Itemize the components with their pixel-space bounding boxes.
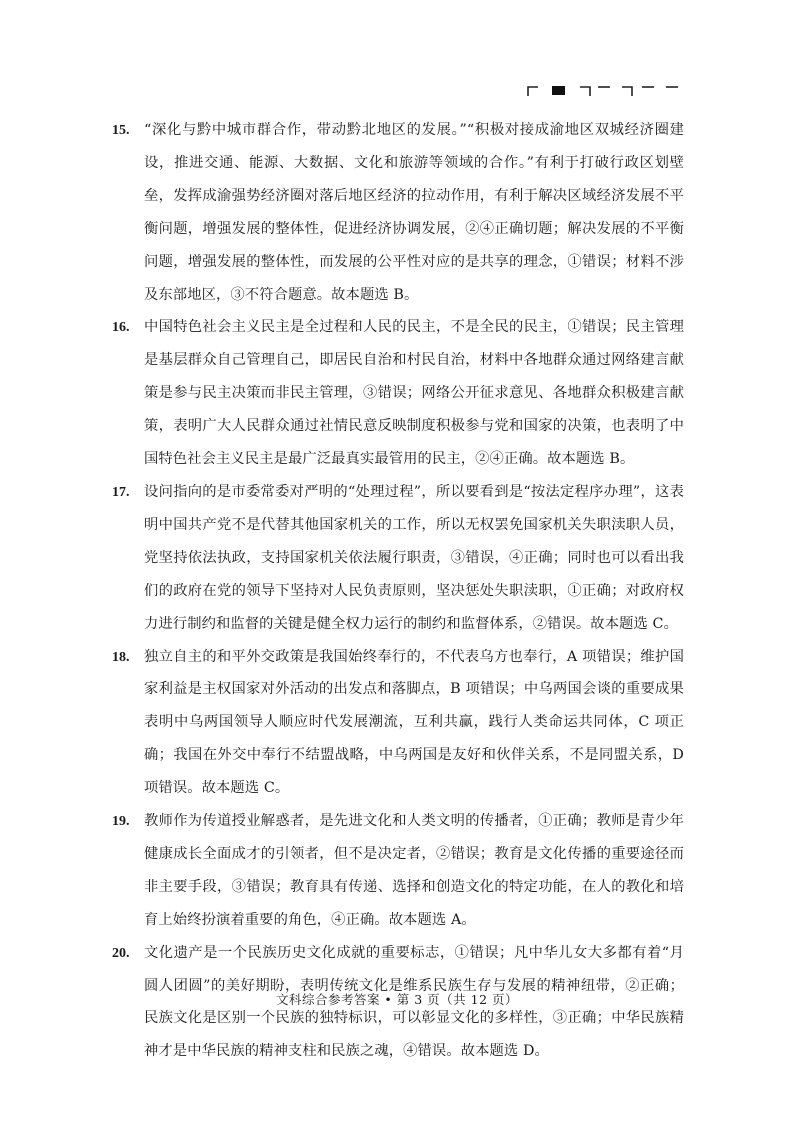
answer-explanation: 独立自主的和平外交政策是我国始终奉行的，不代表乌方也奉行，A 项错误；维护国家利益是主权国家对外活动的出发点和落脚点，B 项错误；中乌两国会谈的重要成果表明中乌两国领导人顺应时代发展潮流，互利共赢，践行人类命运共同体，C 项正确；我国在外交中奉行不结盟战略，中乌两国是友好和伙伴关系，不是同盟关系，D 项错误。故本题选 C。	[144, 648, 684, 797]
answer-explanation: 教师作为传道授业解惑者，是先进文化和人类文明的传播者，①正确；教师是青少年健康成长全面成才的引领者，但不是决定者，②错误；教育是文化传播的重要途径而非主要手段，③错误；教育具有传递、选择和创造文化的特定功能，在人的教化和培育上始终扮演着重要的角色，④正确。故本题选 A。	[144, 813, 684, 928]
bracket-mark-1	[528, 87, 538, 96]
bracket-mark-2	[580, 87, 590, 96]
answer-number: 19.	[112, 814, 130, 830]
bracket-mark-3	[622, 87, 632, 96]
answer-explanation: 文化遗产是一个民族历史文化成就的重要标志，①错误；凡中华儿女大多都有着“月圆人团圆”的美好期盼，表明传统文化是维系民族生存与发展的精神纽带，②正确；民族文化是区别一个民族的独特标识，可以彰显文化的多样性，③正确；中华民族精神才是中华民族的精神支柱和民族之魂，④错误。故本题选 D。	[144, 944, 684, 1060]
answer-explanation: 设问指向的是市委常委对严明的“处理过程”，所以要看到是“按法定程序办理”，这表明中国共产党不是代替其他国家机关的工作，所以无权罢免国家机关失职渎职人员，党坚持依法执政，支持国家机关依法履行职责，③错误，④正确；同时也可以看出我们的政府在党的领导下坚持对人民负责原则，坚决惩处失职渎职，①正确；对政府权力进行制约和监督的关键是健全权力运行的制约和监督体系，②错误。故本题选 C。	[144, 483, 684, 632]
answer-item-19	[112, 805, 684, 937]
answer-number: 20.	[112, 945, 130, 961]
answer-number: 17.	[112, 484, 130, 500]
answer-item-18	[112, 641, 684, 806]
answer-list	[112, 114, 684, 1068]
answer-number: 15.	[112, 123, 130, 138]
filled-square-mark	[552, 86, 565, 95]
answer-explanation: “深化与黔中城市群合作，带动黔北地区的发展。”“积极对接成渝地区双城经济圈建设，推进交通、能源、大数据、文化和旅游等领域的合作。”有利于打破行政区划壁垒，发挥成渝强势经济圈对落后地区经济的拉动作用，有利于解决区域经济发展不平衡问题，增强发展的整体性，促进经济协调发展，②④正确切题；解决发展的不平衡问题，增强发展的整体性，而发展的公平性对应的是共享的理念，①错误；材料不涉及东部地区，③不符合题意。故本题选 B。	[144, 122, 684, 303]
page-footer: 文科综合参考答案 • 第 3 页（共 12 页）	[275, 992, 519, 1007]
answer-explanation: 中国特色社会主义民主是全过程和人民的民主，不是全民的民主，①错误；民主管理是基层群众自己管理自己，即居民自治和村民自治，材料中各地群众通过网络建言献策是参与民主决策而非民主管理，③错误；网络公开征求意见、各地群众积极建言献策，表明广大人民群众通过社情民意反映制度积极参与党和国家的决策，也表明了中国特色社会主义民主是最广泛最真实最管用的民主，②④正确。故本题选 B。	[144, 319, 684, 468]
answer-item-15	[112, 114, 684, 311]
answer-item-17	[112, 476, 684, 641]
answer-number: 16.	[112, 320, 130, 336]
corner-marks	[526, 84, 686, 98]
answer-number: 18.	[112, 649, 130, 665]
answer-item-16	[112, 311, 684, 476]
